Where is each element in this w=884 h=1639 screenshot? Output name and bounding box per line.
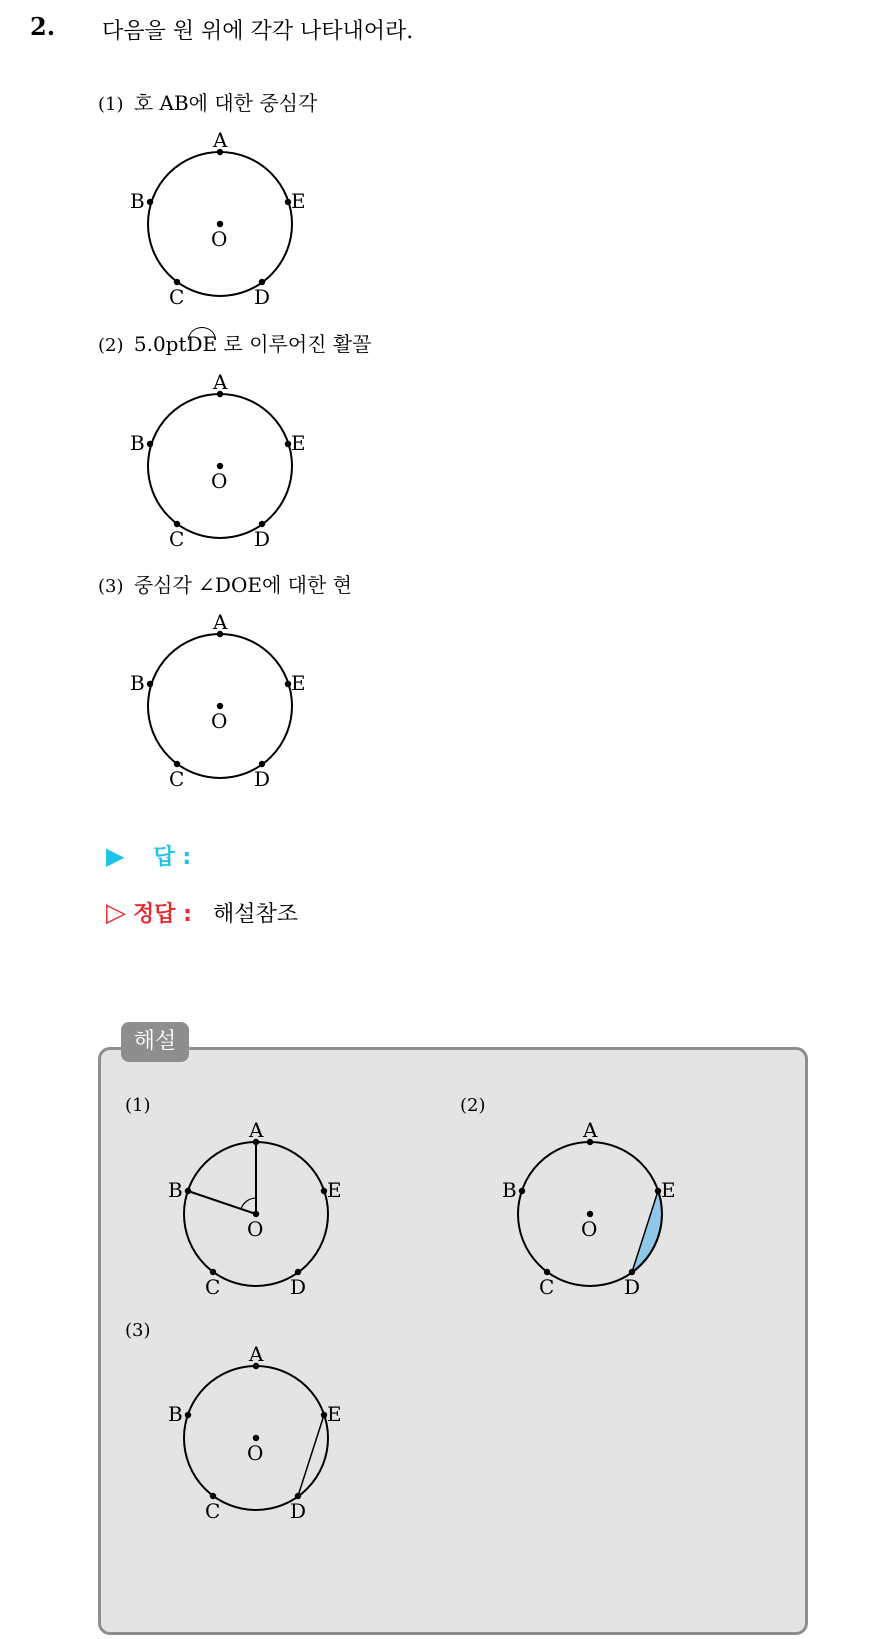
label-b: B xyxy=(168,1178,183,1202)
part-2 xyxy=(98,328,371,357)
circle-diagram-2 xyxy=(120,370,320,555)
label-o: O xyxy=(211,709,228,733)
solution-diagram-3 xyxy=(160,1340,360,1525)
question-text: 다음을 원 위에 각각 나타내어라. xyxy=(102,19,414,44)
label-c: C xyxy=(539,1275,555,1299)
part-2-prefix: 5.0pt xyxy=(133,332,187,356)
correct-answer-row xyxy=(106,897,298,928)
central-angle-mark xyxy=(241,1198,256,1209)
label-d: D xyxy=(254,285,271,309)
label-d: D xyxy=(624,1275,641,1299)
correct-answer-play-icon: ▷ xyxy=(106,898,126,928)
label-o: O xyxy=(211,227,228,251)
label-o: O xyxy=(247,1441,264,1465)
part-3 xyxy=(98,569,352,598)
label-b: B xyxy=(168,1402,183,1426)
label-e: E xyxy=(291,431,306,455)
label-a: A xyxy=(213,370,228,394)
label-e: E xyxy=(291,189,306,213)
part-1 xyxy=(98,87,317,116)
label-a: A xyxy=(583,1118,598,1142)
label-o: O xyxy=(211,469,228,493)
label-c: C xyxy=(169,527,185,551)
circle-diagram-3 xyxy=(120,610,320,795)
label-d: D xyxy=(290,1275,307,1299)
label-a: A xyxy=(249,1342,264,1366)
label-a: A xyxy=(249,1118,264,1142)
point-b xyxy=(147,681,153,687)
label-d: D xyxy=(254,767,271,791)
label-b: B xyxy=(130,671,145,695)
part-1-text: 호 AB에 대한 중심각 xyxy=(133,91,318,115)
solution-tab: 해설 xyxy=(121,1022,189,1062)
part-3-text: 중심각 ∠DOE에 대한 현 xyxy=(133,573,352,597)
solution-diagram-1 xyxy=(160,1115,360,1300)
label-e: E xyxy=(327,1402,342,1426)
label-e: E xyxy=(661,1178,676,1202)
label-e: E xyxy=(327,1178,342,1202)
question-number: 2. xyxy=(30,12,56,41)
label-o: O xyxy=(581,1217,598,1241)
part-2-label: (2) xyxy=(98,335,124,356)
solution-label-3: (3) xyxy=(125,1320,151,1341)
answer-label: 답 : xyxy=(153,845,192,870)
label-c: C xyxy=(169,767,185,791)
point-b xyxy=(147,199,153,205)
circle-diagram-1 xyxy=(120,128,320,313)
label-d: D xyxy=(290,1499,307,1523)
correct-answer-value: 해설참조 xyxy=(212,902,298,927)
solution-label-1: (1) xyxy=(125,1095,151,1116)
label-b: B xyxy=(130,189,145,213)
label-e: E xyxy=(291,671,306,695)
solution-diagram-2 xyxy=(495,1115,695,1300)
label-d: D xyxy=(254,527,271,551)
part-2-text: 로 이루어진 활꼴 xyxy=(223,332,372,356)
point-b xyxy=(147,441,153,447)
label-a: A xyxy=(213,128,228,152)
label-a: A xyxy=(213,610,228,634)
part-3-label: (3) xyxy=(98,576,124,597)
label-c: C xyxy=(205,1499,221,1523)
segment-de xyxy=(632,1191,662,1272)
correct-answer-label: 정답 : xyxy=(133,902,192,927)
part-1-label: (1) xyxy=(98,94,124,115)
label-c: C xyxy=(205,1275,221,1299)
point-b xyxy=(185,1412,191,1418)
label-o: O xyxy=(247,1217,264,1241)
answer-row xyxy=(106,840,191,871)
label-b: B xyxy=(130,431,145,455)
answer-play-icon: ▶ xyxy=(106,842,125,870)
arc-de-notation xyxy=(187,330,218,356)
label-c: C xyxy=(169,285,185,309)
part-2-arc: DE xyxy=(186,332,218,356)
solution-label-2: (2) xyxy=(460,1095,486,1116)
point-b xyxy=(185,1188,191,1194)
label-b: B xyxy=(502,1178,517,1202)
point-b xyxy=(519,1188,525,1194)
